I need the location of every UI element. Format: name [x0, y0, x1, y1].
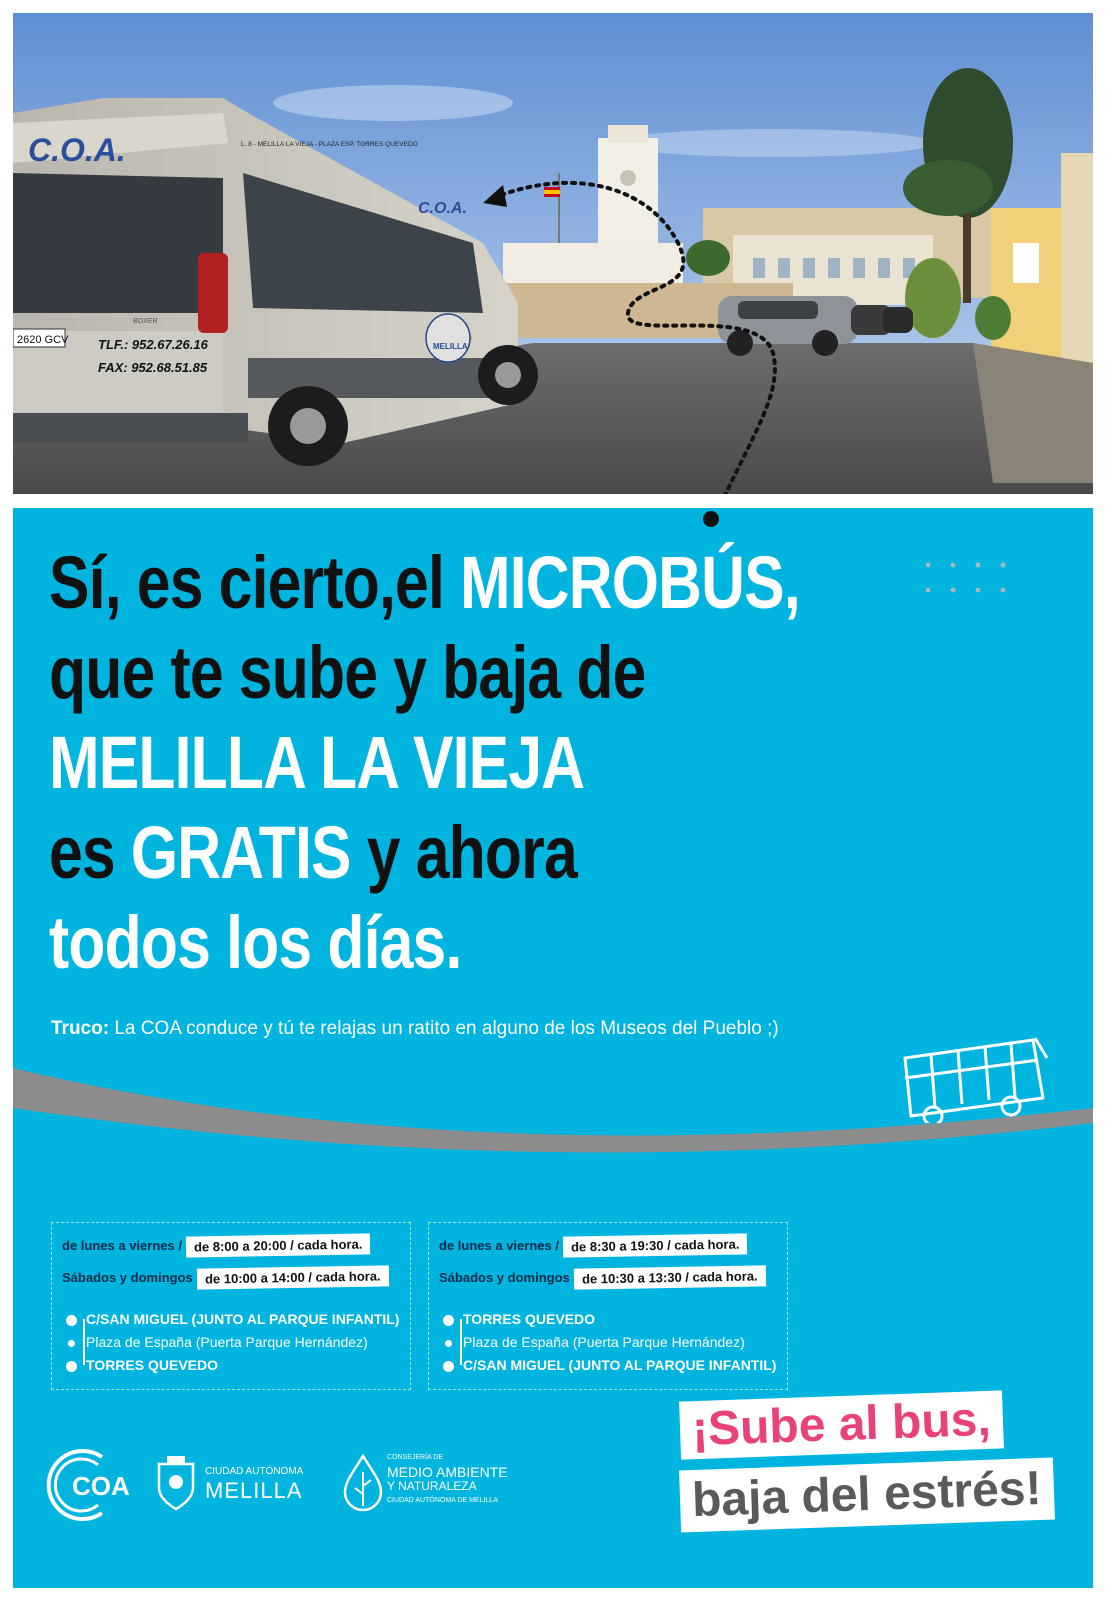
- van-route-sign: L. 8 - MELILLA LA VIEJA - PLAZA ESP. TORRES QUEVEDO: [241, 141, 418, 148]
- medio-logo-line2: Y NATURALEZA: [387, 1479, 477, 1493]
- headline-line4-b: GRATIS: [130, 811, 351, 894]
- medio-logo-bottom: CIUDAD AUTÓNOMA DE MELILLA: [387, 1497, 498, 1504]
- melilla-logo: [153, 1454, 333, 1514]
- info-panel: [13, 508, 1093, 1588]
- stop-item: C/SAN MIGUEL (JUNTO AL PARQUE INFANTIL): [441, 1357, 776, 1380]
- melilla-logo-top: CIUDAD AUTÓNOMA: [205, 1466, 304, 1477]
- tip-text: [51, 1018, 779, 1040]
- headline-line4-c: y ahora: [350, 811, 577, 894]
- headline-line1-b: MICROBÚS,: [460, 541, 800, 624]
- weekend-hours: de 10:00 a 14:00 / cada hora.: [197, 1265, 389, 1289]
- medio-logo-line1: MEDIO AMBIENTE: [387, 1464, 508, 1480]
- headline: [49, 538, 800, 988]
- van-model: BOXER: [133, 318, 158, 325]
- weekend-label: Sábados y domingos: [62, 1270, 193, 1285]
- weekday-label: de lunes a viernes /: [62, 1238, 182, 1253]
- weekday-hours: de 8:00 a 20:00 / cada hora.: [186, 1233, 371, 1257]
- slogan-line1: ¡Sube al bus,: [679, 1390, 1004, 1459]
- headline-line3: MELILLA LA VIEJA: [49, 721, 585, 804]
- headline-line4-a: es: [49, 811, 131, 894]
- stops-list: [64, 1311, 399, 1380]
- tip-body: La COA conduce y tú te relajas un ratito en alguno de los Museos del Pueblo ;): [109, 1018, 779, 1039]
- weekend-hours: de 10:30 a 13:30 / cada hora.: [574, 1265, 766, 1289]
- van-brand-side: C.O.A.: [418, 200, 467, 217]
- decorative-dots: [923, 560, 1013, 600]
- weekday-label: de lunes a viernes /: [439, 1238, 559, 1253]
- headline-line2: que te sube y baja de: [49, 631, 646, 714]
- leaf-drop-icon: [343, 1452, 383, 1512]
- stop-item: TORRES QUEVEDO: [64, 1357, 399, 1380]
- street-scene-illustration: [13, 13, 1093, 494]
- stop-item: C/SAN MIGUEL (JUNTO AL PARQUE INFANTIL): [64, 1311, 399, 1334]
- coa-logo-text: COA: [72, 1471, 130, 1501]
- medio-logo-top: CONSEJERÍA DE: [387, 1454, 444, 1461]
- stops-list: [441, 1311, 776, 1380]
- van-phone: TLF.: 952.67.26.16: [98, 337, 208, 352]
- slogan-line2: baja del estrés!: [679, 1458, 1054, 1533]
- van-brand-rear: C.O.A.: [28, 132, 126, 168]
- schedule-box-2: [428, 1222, 788, 1390]
- stop-item: Plaza de España (Puerta Parque Hernández): [64, 1334, 399, 1357]
- melilla-logo-name: MELILLA: [205, 1478, 303, 1503]
- stop-item: TORRES QUEVEDO: [441, 1311, 776, 1334]
- coa-logo: [46, 1445, 130, 1525]
- van-fax: FAX: 952.68.51.85: [98, 360, 208, 375]
- tip-label: Truco:: [51, 1018, 110, 1039]
- schedule-box-1: [51, 1222, 411, 1390]
- hero-photo: [13, 13, 1093, 494]
- arrow-end-dot: [703, 511, 719, 527]
- weekend-label: Sábados y domingos: [439, 1270, 570, 1285]
- headline-line1-a: Sí, es cierto,el: [49, 541, 461, 624]
- melilla-crest-icon: [153, 1454, 199, 1512]
- medio-ambiente-logo: [343, 1452, 543, 1516]
- van-plate: 2620 GCV: [17, 334, 69, 346]
- weekday-hours: de 8:30 a 19:30 / cada hora.: [563, 1233, 748, 1257]
- road-wave: [13, 1068, 1093, 1178]
- stop-item: Plaza de España (Puerta Parque Hernández): [441, 1334, 776, 1357]
- van-door-emblem: MELILLA: [433, 342, 468, 351]
- headline-line5: todos los días.: [49, 901, 462, 984]
